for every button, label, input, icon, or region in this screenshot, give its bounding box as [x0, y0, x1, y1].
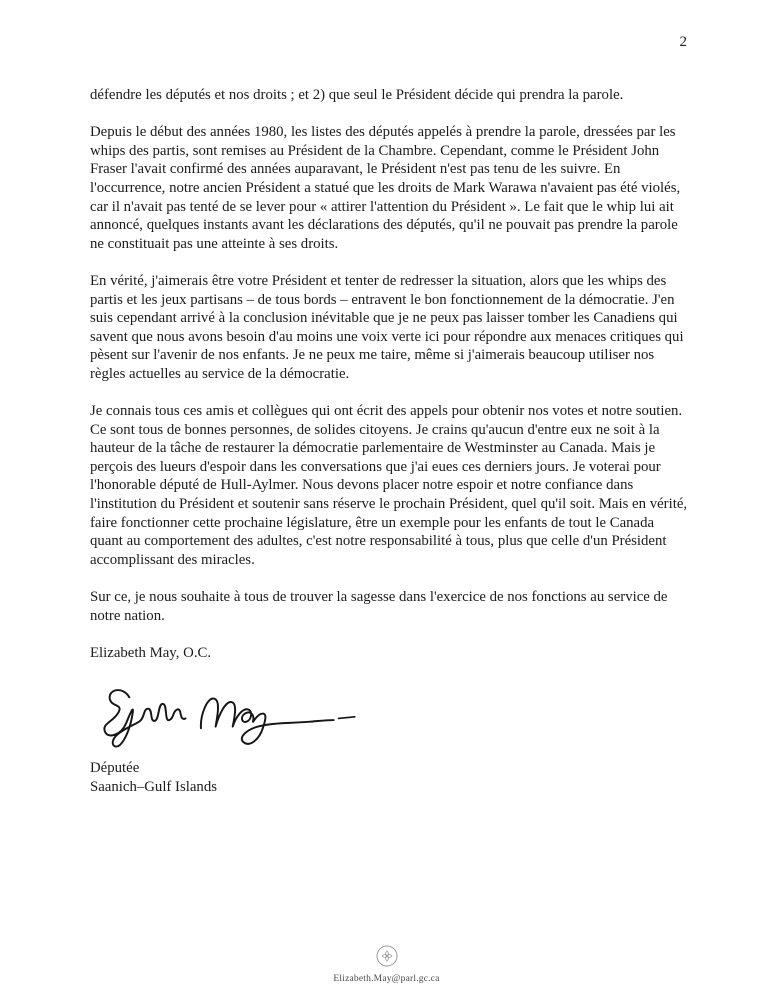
page-footer — [0, 944, 773, 984]
paragraph: Depuis le début des années 1980, les listes des députés appelés à prendre la parole, dressées par les whips des partis, sont remises au Président de la Chambre. Cependant, comme le Président John Fraser l'avait confirmé des années auparavant, le Président n'est pas tenu de les suivre. En l'occurrence, notre ancien Président a statué que les droits de Mark Warawa n'avaient pas été violés, car il n'avait pas tenté de se lever pour « attirer l'attention du Président ». Le fait que le whip lui ait annoncé, quelques instants avant les déclarations des députés, qu'il ne pouvait pas prendre la parole ne constituait pas une atteinte à ses droits. — [90, 124, 681, 252]
signer-title: Députée — [90, 760, 140, 776]
letter-body — [90, 86, 690, 796]
signature-title-block — [90, 759, 690, 796]
signoff-name: Elizabeth May, O.C. — [90, 644, 212, 661]
green-party-emblem-icon — [375, 944, 399, 968]
page-number: 2 — [679, 34, 687, 50]
signer-riding: Saanich–Gulf Islands — [90, 778, 217, 795]
paragraph: Je connais tous ces amis et collègues qui ont écrit des appels pour obtenir nos votes et notre soutien. Ce sont tous de bonnes personnes, de solides citoyens. Je crains qu'aucun d'entre eux ne soit à la hauteur de la tâche de restaurer la démocratie parlementaire de Westminster au Canada. Mais je perçois des lueurs d'espoir dans les conversations que j'ai eues ces derniers jours. Je voterai pour l'honorable député de Hull-Aylmer. Nous devons placer notre espoir et notre confiance dans l'institution du Président et soutenir sans réserve le prochain Président, quel qu'il soit. Mais en vérité, faire fonctionner cette prochaine législature, être un exemple pour les enfants de tout le Canada quant au comportement des adultes, c'est notre responsabilité à tous, plus que celle d'un Président accomplissant des miracles. — [90, 403, 688, 568]
paragraph: défendre les députés et nos droits ; et 2) que seul le Président décide qui prendra la parole. — [90, 87, 624, 103]
paragraph: En vérité, j'aimerais être votre Président et tenter de redresser la situation, alors que les whips des partis et les jeux partisans – de tous bords – entravent le bon fonctionnement de la démocratie. J'en suis cependant arrivé à la conclusion inévitable que je ne peux pas laisser tomber les Canadiens qui savent que nous avons besoin d'au moins une voix verte ici pour répondre aux menaces critiques qui pèsent sur l'avenir de nos enfants. Je ne peux me taire, même si j'aimerais beaucoup utiliser nos règles actuelles au service de la démocratie. — [90, 272, 684, 382]
footer-email: Elizabeth.May@parl.gc.ca — [333, 974, 440, 984]
paragraph: Sur ce, je nous souhaite à tous de trouver la sagesse dans l'exercice de nos fonctions au service de notre nation. — [90, 589, 668, 624]
handwritten-signature-image — [96, 681, 690, 751]
